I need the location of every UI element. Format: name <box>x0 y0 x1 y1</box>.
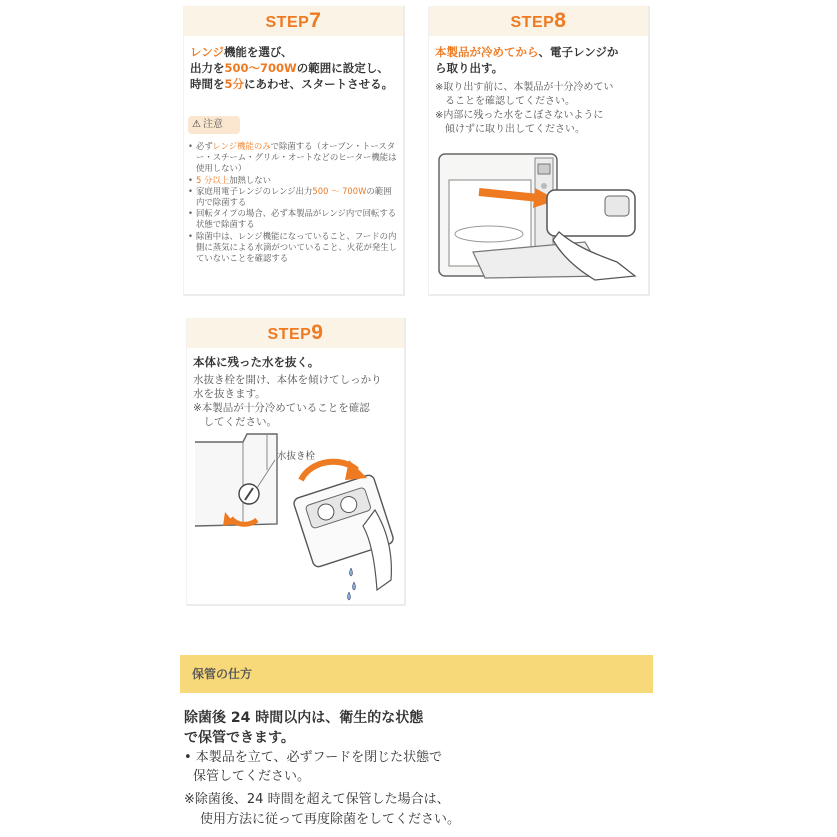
step8-notes: ※取り出す前に、本製品が十分冷めてい ることを確認してください。 ※内部に残った水をこぼさないように 傾けずに取り出してください。 <box>435 82 614 135</box>
storage-header-bar <box>180 655 653 693</box>
storage-lead: 除菌後 24 時間以内は、衛生的な状態 で保管できます。 <box>184 710 424 746</box>
caution-list <box>188 141 398 264</box>
step9-card <box>186 318 406 606</box>
caution-badge: ⚠ 注意 <box>188 116 240 134</box>
step8-title: STEP8 <box>510 9 567 32</box>
caution-item: • 家庭用電子レンジのレンジ出力500 ～ 700Wの範囲内で除菌する <box>188 186 398 208</box>
step7-card <box>183 6 405 296</box>
storage-note: ※除菌後、24 時間を超えて保管した場合は、 使用方法に従って再度除菌をしてください。 <box>184 792 461 827</box>
step7-title: STEP7 <box>265 9 322 32</box>
microwave-illustration <box>435 150 647 284</box>
step9-header <box>187 318 404 348</box>
caution-item: • 回転タイプの場合、必ず本製品がレンジ内で回転する状態で除菌する <box>188 208 398 230</box>
step8-card <box>428 6 650 296</box>
step7-instruction: レンジ機能を選び、 出力を500～700Wの範囲に設定し、 時間を5分にあわせ、スタートさせる。 <box>190 45 394 91</box>
step8-header <box>429 6 648 36</box>
storage-bullet: • 本製品を立て、必ずフードを閉じた状態で 保管してください。 <box>184 750 443 784</box>
step8-instruction: 本製品が冷めてから、電子レンジか ら取り出す。 <box>435 45 619 75</box>
caution-item: • 必ずレンジ機能のみで除菌する（オーブン・トースター・スチーム・グリル・オートなどのヒーター機能は使用しない） <box>188 141 398 175</box>
step9-instruction: 本体に残った水を抜く。 <box>193 355 320 369</box>
step9-body: 水抜き栓を開け、本体を傾けてしっかり 水を抜きます。 ※本製品が十分冷めていることを確認 してください。 <box>193 374 382 428</box>
storage-title: 保管の仕方 <box>192 667 253 681</box>
caution-item: • 除菌中は、レンジ機能になっていること、フードの内側に蒸気による水滴がついていること、火花が発生していないことを確認する <box>188 231 398 265</box>
step9-title: STEP9 <box>267 321 324 344</box>
warning-icon: ⚠ <box>192 119 201 130</box>
caution-item: • 5 分以上加熱しない <box>188 175 398 186</box>
drain-plug-label: 水抜き栓 <box>277 451 316 462</box>
step7-header <box>184 6 403 36</box>
